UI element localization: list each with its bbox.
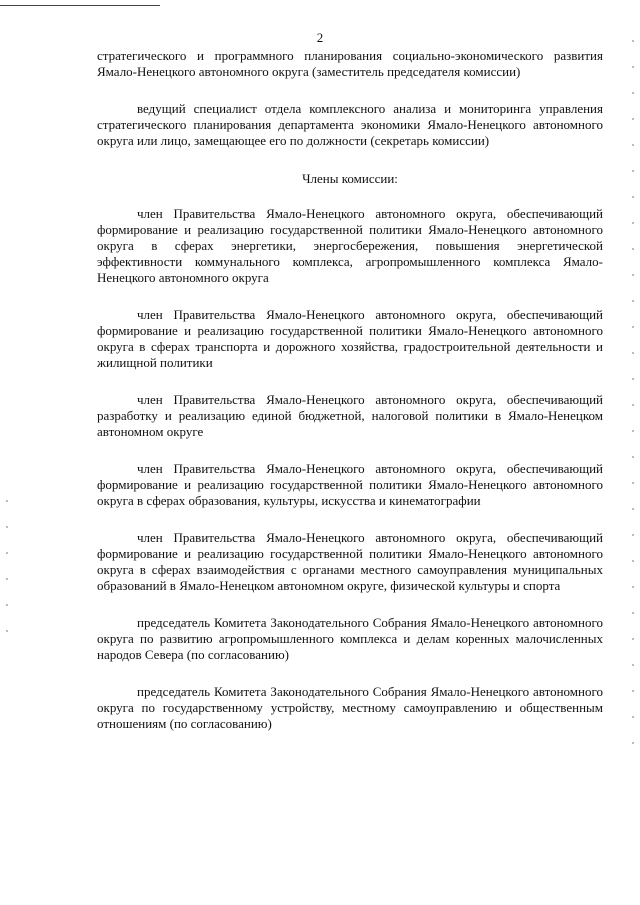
members-heading: Члены комиссии:: [302, 171, 398, 186]
member-item: председатель Комитета Законодательного Собрания Ямало-Ненецкого автономного округа по развитию агропромышленного комплекса и делам коренных малочисленных народов Севера (по согласованию): [97, 615, 603, 662]
member-item: член Правительства Ямало-Ненецкого автономного округа, обеспечивающий формирование и реализацию государственной политики Ямало-Ненецкого автономного округа в сферах энергетики, энергосбережения, повышения энергетической эффективности коммунального комплекса, агропромышленного комплекса Ямало-Ненецкого автономного округа: [97, 206, 603, 285]
member-item: член Правительства Ямало-Ненецкого автономного округа, обеспечивающий формирование и реализацию государственной политики Ямало-Ненецкого автономного округа в сферах взаимодействия с органами местного самоуправления муниципальных образований в Ямало-Ненецком автономном округе, физической культуры и спорта: [97, 530, 603, 593]
member-item: член Правительства Ямало-Ненецкого автономного округа, обеспечивающий формирование и реализацию государственной политики Ямало-Ненецкого автономного округа в сферах образования, культуры, искусства и кинематографии: [97, 461, 603, 508]
scan-margin-marks-left: [6, 500, 8, 640]
scan-margin-marks: [632, 40, 634, 760]
page-number: 2: [316, 30, 324, 45]
member-item: член Правительства Ямало-Ненецкого автономного округа, обеспечивающий формирование и реализацию государственной политики Ямало-Ненецкого автономного округа в сферах транспорта и дорожного хозяйства, градостроительной деятельности и жилищной политики: [97, 307, 603, 370]
member-item: председатель Комитета Законодательного Собрания Ямало-Ненецкого автономного округа по государственному устройству, местному самоуправлению и общественным отношениям (по согласованию): [97, 684, 603, 731]
document-body: [97, 48, 603, 732]
member-item: член Правительства Ямало-Ненецкого автономного округа, обеспечивающий разработку и реализацию единой бюджетной, налоговой политики в Ямало-Ненецком автономном округе: [97, 392, 603, 439]
paragraph-secretary: ведущий специалист отдела комплексного анализа и мониторинга управления стратегического планирования департамента экономики Ямало-Ненецкого автономного округа или лицо, замещающее его по должности (секретарь комиссии): [97, 101, 603, 148]
scan-edge-line: [0, 5, 160, 6]
paragraph-continued: стратегического и программного планирования социально-экономического развития Ямало-Ненецкого автономного округа (заместитель председателя комиссии): [97, 48, 603, 79]
